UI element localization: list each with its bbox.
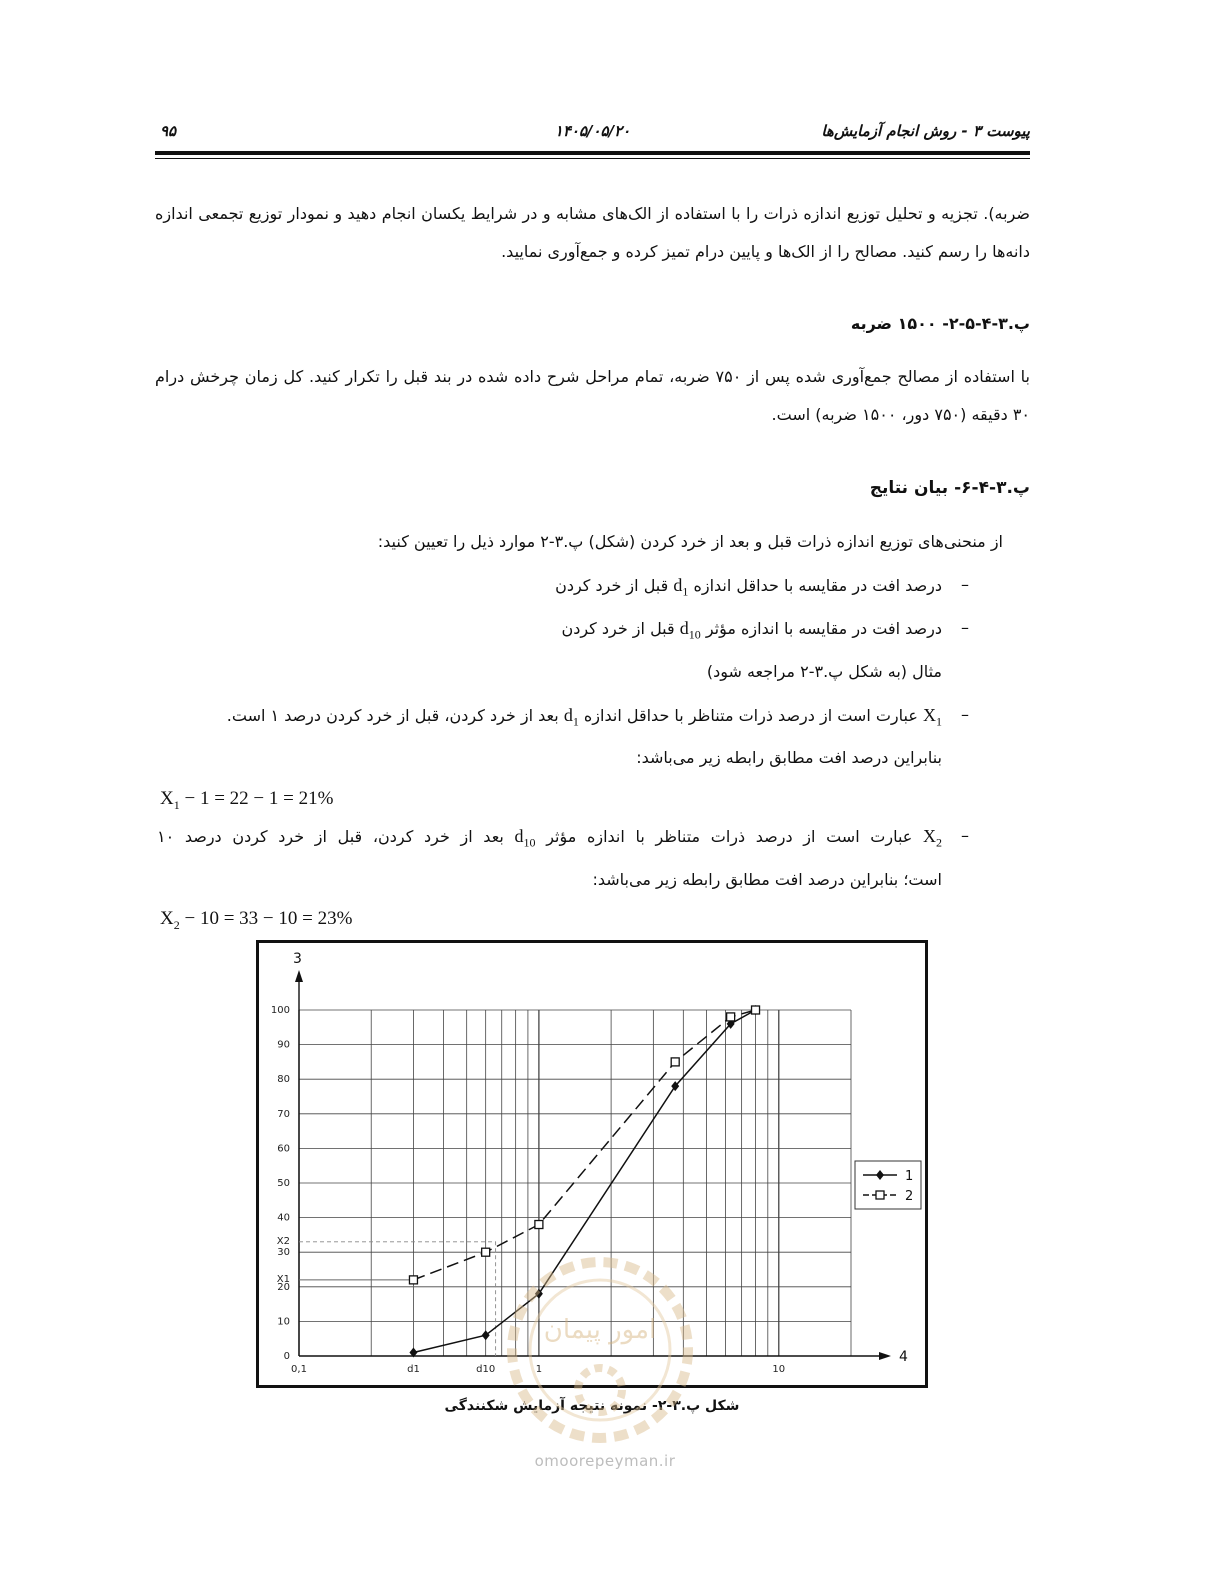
bullet-4-line-2: است؛ بنابراین درصد افت مطابق رابطه زیر می‌باشد: xyxy=(592,870,942,889)
bullet-dash: – xyxy=(961,575,969,594)
bullet-4-text-a: عبارت است از درصد ذرات متناظر با اندازه مؤثر xyxy=(546,827,913,846)
bullet-dash: – xyxy=(961,618,969,637)
symbol-d10: $d_{10}$ xyxy=(679,618,701,642)
y-tick-label: 80 xyxy=(277,1074,290,1086)
paragraph-sieve-analysis xyxy=(155,195,1030,271)
heading-results: پ.۳-۴-۶- بیان نتایج xyxy=(869,478,1030,498)
bullet-dash: – xyxy=(961,705,969,724)
legend-label-2: 2 xyxy=(905,1189,914,1204)
data-point-series-2 xyxy=(409,1276,417,1284)
y-axis-arrow xyxy=(295,970,303,982)
data-point-series-2 xyxy=(727,1013,735,1021)
paragraph-repeat-steps xyxy=(155,358,1030,434)
paragraph-1-text: ضربه). تجزیه و تحلیل توزیع اندازه ذرات را با استفاده از الک‌های مشابه و در شرایط یکسان انجام دهید و نمودار توزیع تجمعی اندازه دانه‌ها را رسم کنید. مصالح را از الک‌ها و پایین درام تمیز کرده و جمع‌آوری نمایید. xyxy=(155,204,1030,261)
bullet-3-line-2: بنابراین درصد افت مطابق رابطه زیر می‌باشد: xyxy=(636,748,942,767)
x-axis-arrow xyxy=(879,1352,891,1360)
symbol-d1: $d_1$ xyxy=(563,705,579,729)
x-tick-label: d1 xyxy=(407,1364,420,1375)
data-point-series-2 xyxy=(482,1248,490,1256)
x-axis-label: 4 xyxy=(899,1349,908,1365)
page-header xyxy=(155,118,1030,148)
heading-1500-blows: پ.۳-۴-۵-۲- ۱۵۰۰ ضربه xyxy=(850,314,1030,333)
y-tick-label: 70 xyxy=(277,1108,290,1120)
page-number: ۹۵ xyxy=(160,122,177,140)
example-note: مثال (به شکل پ.۳-۲ مراجعه شود) xyxy=(706,662,942,681)
data-point-series-2 xyxy=(535,1221,543,1229)
legend-label-1: 1 xyxy=(905,1169,914,1184)
y-marker-label: X2 xyxy=(276,1235,290,1247)
y-tick-label: 60 xyxy=(277,1143,290,1155)
bullet-3-text-b: بعد از خرد کردن، قبل از خرد کردن درصد ۱ است. xyxy=(226,706,559,725)
series-line-2 xyxy=(413,1010,755,1280)
symbol-x1: $X_1$ xyxy=(923,705,942,729)
bullet-d1-loss xyxy=(555,575,942,600)
results-intro: از منحنی‌های توزیع اندازه ذرات قبل و بعد از خرد کردن (شکل) پ.۳-۲ موارد ذیل را تعیین کنید: xyxy=(377,532,1003,551)
bullet-x2 xyxy=(157,826,942,851)
symbol-x2: $X_2$ xyxy=(923,826,942,850)
y-axis-label: 3 xyxy=(293,951,302,967)
x-tick-label: 1 xyxy=(535,1364,543,1375)
y-tick-label: 20 xyxy=(277,1281,290,1293)
bullet-2-pre: درصد افت در مقایسه با اندازه مؤثر xyxy=(705,619,942,638)
x-tick-label: 0,1 xyxy=(291,1364,307,1375)
header-date: ۱۴۰۵/۰۵/۲۰ xyxy=(554,122,631,140)
y-tick-label: 10 xyxy=(277,1316,290,1328)
bullet-3-text-a: عبارت است از درصد ذرات متناظر با حداقل اندازه xyxy=(583,706,918,725)
bullet-2-post: قبل از خرد کردن xyxy=(561,619,675,638)
header-rule-thin xyxy=(155,158,1030,159)
bullet-4-text-b: بعد از خرد کردن، قبل از خرد کردن درصد ۱۰ xyxy=(157,827,504,846)
header-section-title: پیوست ۳ - روش انجام آزمایش‌ها xyxy=(821,122,1030,140)
paragraph-2-text: با استفاده از مصالح جمع‌آوری شده پس از ۷۵۰ ضربه، تمام مراحل شرح داده شده در بند قبل را تکرار کنید. کل زمان چرخش درام ۳۰ دقیقه (۷۵۰ دور، ۱۵۰۰ ضربه) است. xyxy=(155,367,1031,424)
watermark-url: omoorepeyman.ir xyxy=(534,1452,676,1470)
formula-x2: $X_2 - 10 = 33 - 10 = 23\%$ xyxy=(160,908,353,932)
y-tick-label: 40 xyxy=(277,1212,290,1224)
y-tick-label: 50 xyxy=(277,1178,290,1189)
y-tick-label: 30 xyxy=(277,1247,290,1259)
watermark-logo xyxy=(500,1250,700,1450)
symbol-d10: $d_{10}$ xyxy=(514,826,536,850)
y-tick-label: 0 xyxy=(283,1351,290,1362)
bullet-x1 xyxy=(227,705,942,730)
legend-marker-2 xyxy=(876,1191,884,1199)
y-tick-label: 90 xyxy=(277,1039,290,1051)
bullet-dash: – xyxy=(961,826,969,845)
bullet-1-post: قبل از خرد کردن xyxy=(555,576,669,595)
figure-caption: شکل پ.۳-۲- نمونه نتیجه آزمایش شکنندگی xyxy=(444,1398,740,1414)
x-tick-label: d10 xyxy=(476,1364,496,1375)
header-rule-thick xyxy=(155,151,1030,155)
svg-text:امور پیمان: امور پیمان xyxy=(543,1315,657,1345)
y-marker-label: X1 xyxy=(276,1273,290,1285)
bullet-d10-loss xyxy=(561,618,942,643)
symbol-d1: $d_1$ xyxy=(673,575,689,599)
data-point-series-2 xyxy=(671,1058,679,1066)
x1-guide-line xyxy=(299,1280,413,1356)
formula-x1: $X_1 - 1 = 22 - 1 = 21\%$ xyxy=(160,788,334,812)
y-tick-label: 100 xyxy=(270,1005,290,1016)
bullet-1-pre: درصد افت در مقایسه با حداقل اندازه xyxy=(693,576,942,595)
x-tick-label: 10 xyxy=(772,1364,786,1375)
data-point-series-1 xyxy=(482,1330,490,1340)
data-point-series-2 xyxy=(752,1006,760,1014)
